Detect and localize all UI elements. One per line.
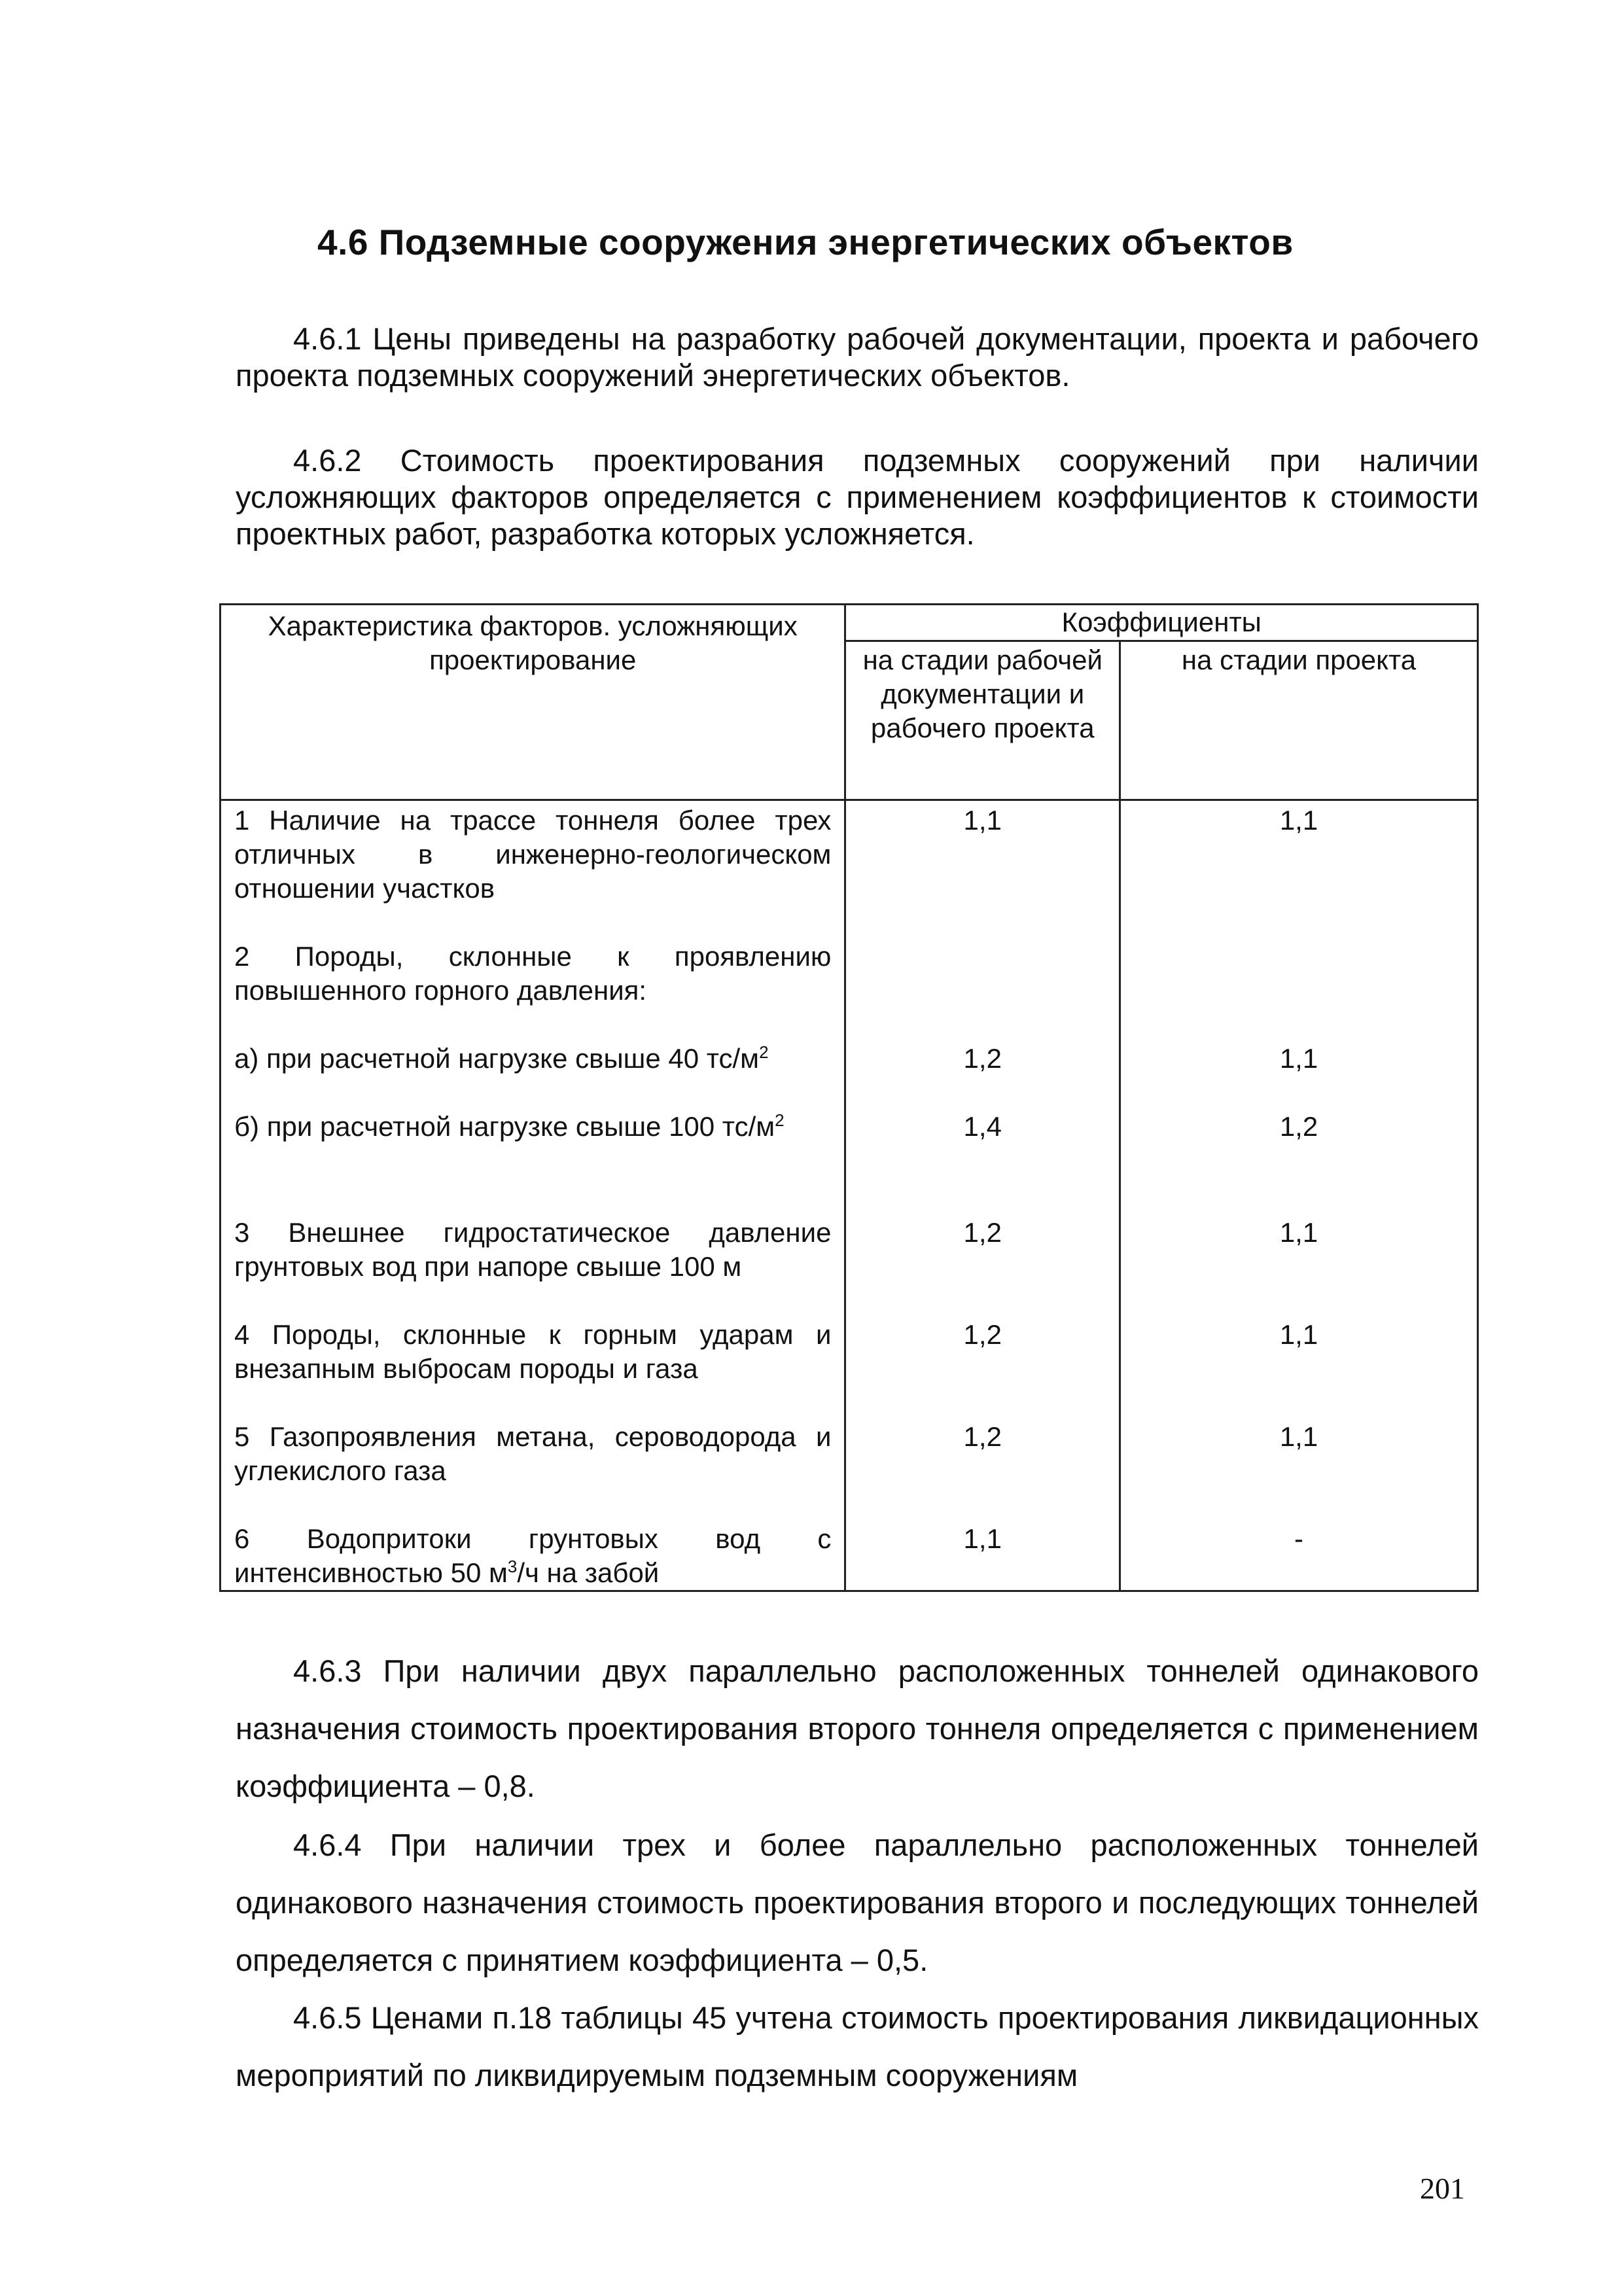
factor-2b: б) при расчетной нагрузке свыше 100 $тс/м^2$ [234, 1110, 785, 1142]
value-1-work-doc: 1,1 [963, 805, 1002, 836]
section-heading: 4.6 Подземные сооружения энергетических объектов [317, 222, 1294, 262]
value-2a-work-doc: 1,2 [963, 1043, 1002, 1074]
factor-2a: а) при расчетной нагрузке свыше 40 $тс/м^2$ [234, 1042, 769, 1074]
factor-1: 1 Наличие на трассе тоннеля более трех отличных в инженерно-геологическом отношении участков [234, 805, 832, 904]
factor-3: 3 Внешнее гидростатическое давление грунтовых вод при напоре свыше 100 м [234, 1217, 832, 1282]
value-3-project: 1,1 [1279, 1217, 1318, 1248]
header-coefficients: Коэффициенты [845, 605, 1478, 641]
value-4-project: 1,1 [1279, 1319, 1318, 1350]
header-col-work-doc: на стадии рабочей документации и рабочего проекта [845, 641, 1120, 800]
value-1-project: 1,1 [1279, 805, 1318, 836]
page-number: 201 [1420, 2172, 1465, 2205]
project-values [1120, 800, 1478, 1591]
work-doc-values [845, 800, 1120, 1591]
value-2b-project: 1,2 [1279, 1111, 1318, 1142]
paragraph-4-6-3: 4.6.3 При наличии двух параллельно расположенных тоннелей одинакового назначения стоимость проектирования второго тоннеля определяется с применением коэффициента – 0,8. [236, 1653, 1479, 1803]
value-2-project [1121, 940, 1477, 1042]
value-6-work-doc: 1,1 [963, 1523, 1002, 1554]
value-4-work-doc: 1,2 [963, 1319, 1002, 1350]
header-factor: Характеристика факторов. усложняющих проектирование [221, 605, 845, 800]
factor-2: 2 Породы, склонные к проявлению повышенного горного давления: [234, 941, 832, 1006]
factors-cell [221, 800, 845, 1591]
paragraph-4-6-4: 4.6.4 При наличии трех и более параллельно расположенных тоннелей одинакового назначения стоимость проектирования второго и последующих тоннелей определяется с принятием коэффициента – 0,5. [236, 1828, 1479, 1977]
value-2a-project: 1,1 [1279, 1043, 1318, 1074]
factor-5: 5 Газопроявления метана, сероводорода и углекислого газа [234, 1421, 832, 1486]
factor-4: 4 Породы, склонные к горным ударам и внезапным выбросам породы и газа [234, 1319, 832, 1384]
value-5-project: 1,1 [1279, 1421, 1318, 1452]
value-2-work-doc [846, 940, 1119, 1042]
paragraph-4-6-1: 4.6.1 Цены приведены на разработку рабочей документации, проекта и рабочего проекта подземных сооружений энергетических объектов. [236, 321, 1479, 393]
value-3-work-doc: 1,2 [963, 1217, 1002, 1248]
coefficients-table [219, 603, 1479, 1592]
factor-6: 6 Водопритоки грунтовых вод с интенсивностью 50 $м^3/ч$ на забой [234, 1523, 832, 1588]
value-2b-work-doc: 1,4 [963, 1111, 1002, 1142]
value-6-project: - [1294, 1523, 1304, 1554]
paragraph-4-6-2: 4.6.2 Стоимость проектирования подземных сооружений при наличии усложняющих факторов определяется с применением коэффициентов к стоимости проектных работ, разработка которых усложняется. [236, 443, 1479, 551]
paragraph-4-6-5: 4.6.5 Ценами п.18 таблицы 45 учтена стоимость проектирования ликвидационных мероприятий по ликвидируемым подземным сооружениям [236, 2000, 1479, 2093]
value-5-work-doc: 1,2 [963, 1421, 1002, 1452]
header-col-project: на стадии проекта [1120, 641, 1478, 800]
